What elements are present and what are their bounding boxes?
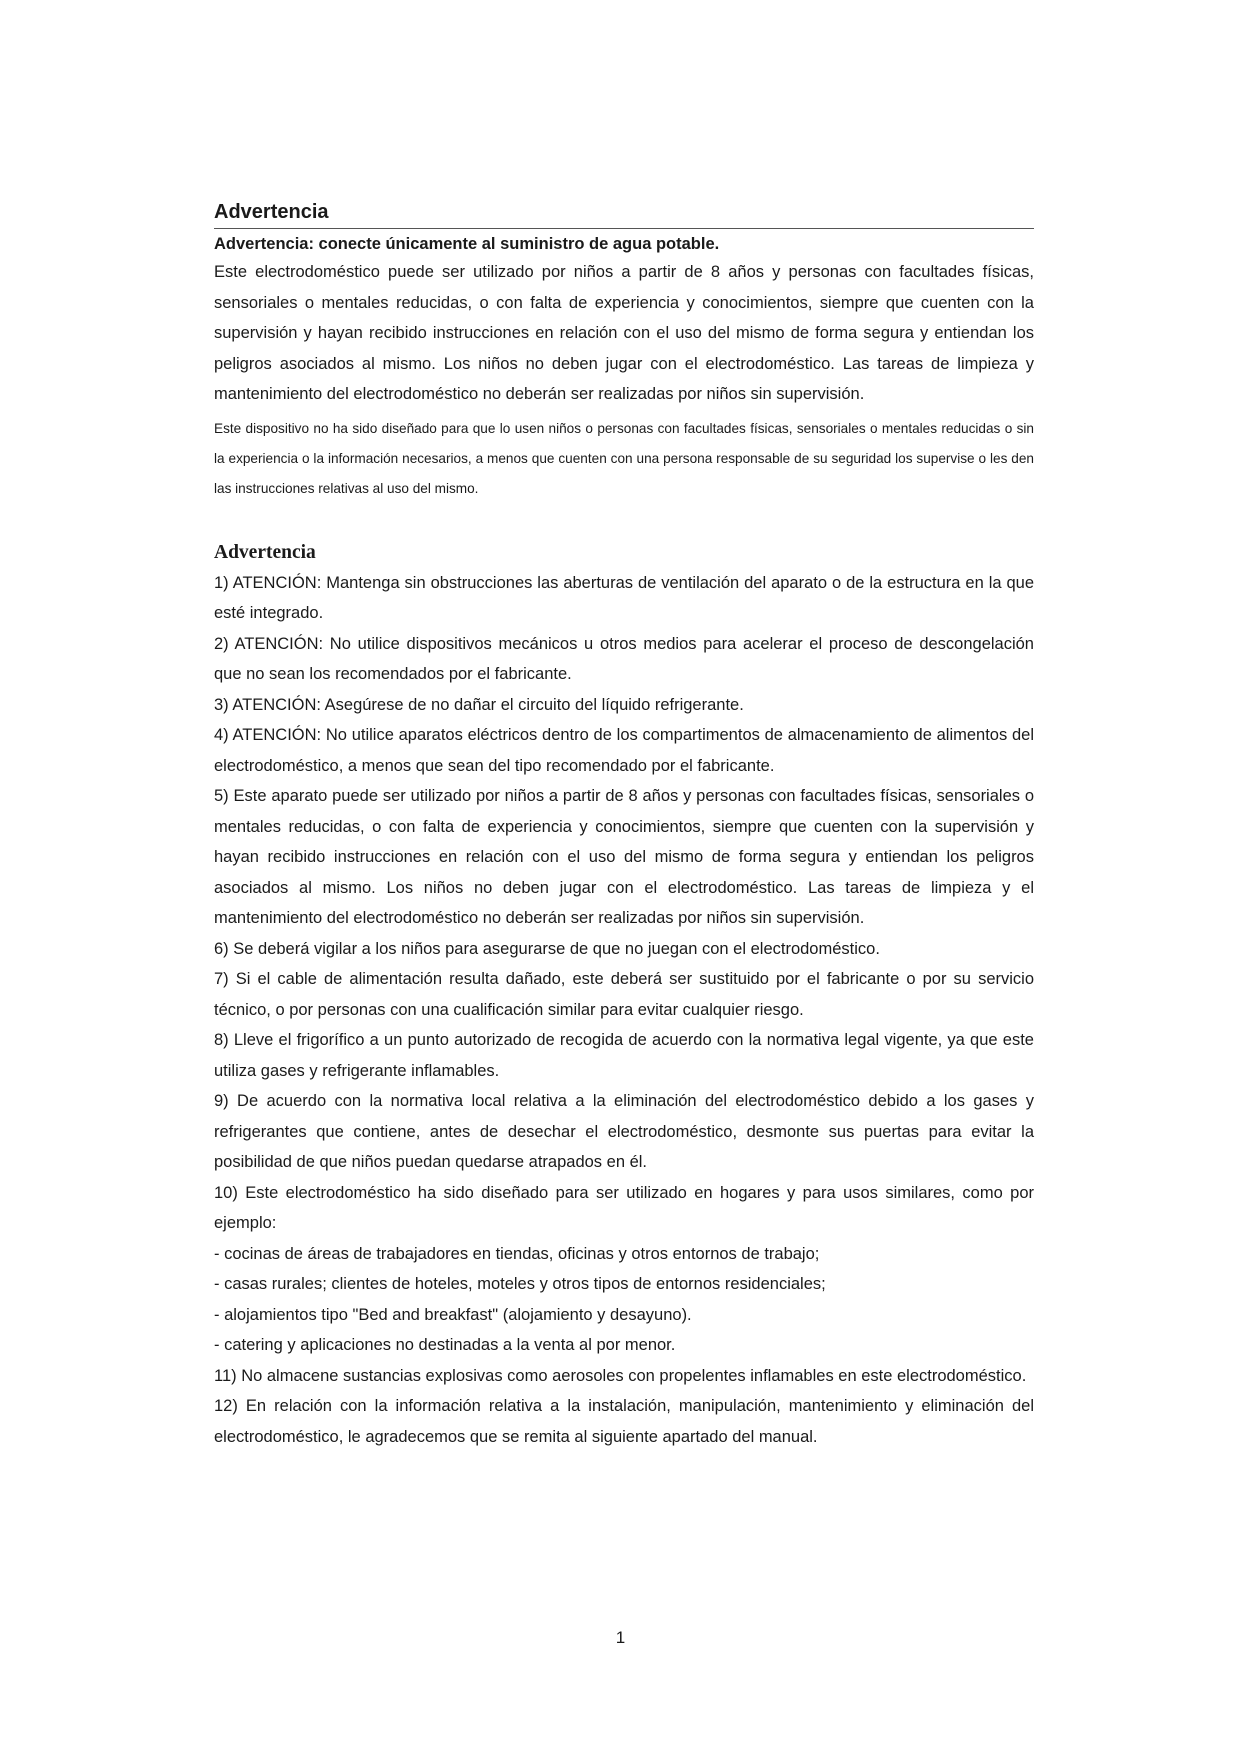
warning-item-2: 2) ATENCIÓN: No utilice dispositivos mecánicos u otros medios para acelerar el proceso de descongelación que no sean los recomendados por el fabricante. [214, 634, 1034, 683]
warning-item-1: 1) ATENCIÓN: Mantenga sin obstrucciones las aberturas de ventilación del aparato o de la estructura en la que esté integrado. [214, 573, 1034, 622]
warning-item-8: 8) Lleve el frigorífico a un punto autorizado de recogida de acuerdo con la normativa legal vigente, ya que este utiliza gases y refrigerante inflamables. [214, 1031, 1034, 1080]
warning-subitem-bed-breakfast: - alojamientos tipo "Bed and breakfast" (alojamiento y desayuno). [214, 1305, 692, 1324]
warning-item-5: 5) Este aparato puede ser utilizado por niños a partir de 8 años y personas con facultades físicas, sensoriales o mentales reducidas, o con falta de experiencia y conocimientos, siempre que cuenten con la supervisión y hayan recibido instrucciones en relación con el uso del mismo de forma segura y entiendan los peligros asociados al mismo. Los niños no deben jugar con el electrodoméstico. Las tareas de limpieza y el mantenimiento del electrodoméstico no deberán ser realizadas por niños sin supervisión. [214, 787, 1034, 927]
warning-item-11: 11) No almacene sustancias explosivas como aerosoles con propelentes inflamables en este electrodoméstico. [214, 1366, 1027, 1385]
warning-item-9: 9) De acuerdo con la normativa local relativa a la eliminación del electrodoméstico debido a los gases y refrigerantes que contiene, antes de desechar el electrodoméstico, desmonte sus puertas para evitar la posibilidad de que niños puedan quedarse atrapados en él. [214, 1092, 1034, 1171]
page-number: 1 [615, 1628, 626, 1647]
warning-item-4: 4) ATENCIÓN: No utilice aparatos eléctricos dentro de los compartimentos de almacenamiento de alimentos del electrodoméstico, a menos que sean del tipo recomendado por el fabricante. [214, 726, 1034, 775]
section-1-subtitle: Advertencia: conecte únicamente al suministro de agua potable. [214, 235, 720, 253]
warning-subitem-catering: - catering y aplicaciones no destinadas a la venta al por menor. [214, 1336, 676, 1354]
warning-list [214, 568, 1034, 1453]
warning-item-10: 10) Este electrodoméstico ha sido diseñado para ser utilizado en hogares y para usos similares, como por ejemplo: [214, 1183, 1034, 1232]
warning-item-3: 3) ATENCIÓN: Asegúrese de no dañar el circuito del líquido refrigerante. [214, 695, 744, 714]
warning-item-7: 7) Si el cable de alimentación resulta dañado, este deberá ser sustituido por el fabricante o por su servicio técnico, o por personas con una cualificación similar para evitar cualquier riesgo. [214, 970, 1034, 1019]
warning-subitem-kitchens: - cocinas de áreas de trabajadores en tiendas, oficinas y otros entornos de trabajo; [214, 1244, 820, 1263]
warning-subitem-rural-houses: - casas rurales; clientes de hoteles, moteles y otros tipos de entornos residenciales; [214, 1275, 826, 1293]
warning-item-12: 12) En relación con la información relativa a la instalación, manipulación, mantenimiento y eliminación del electrodoméstico, le agradecemos que se remita al siguiente apartado del manual. [214, 1397, 1034, 1446]
section-1-small-paragraph: Este dispositivo no ha sido diseñado para que lo usen niños o personas con facultades físicas, sensoriales o mentales reducidas o sin la experiencia o la información necesarios, a menos que cuenten con una persona responsable de su seguridad los supervise o les den las instrucciones relativas al uso del mismo. [214, 420, 1034, 496]
warning-item-6: 6) Se deberá vigilar a los niños para asegurarse de que no juegan con el electrodoméstico. [214, 939, 880, 958]
section-1-title: Advertencia [214, 198, 1034, 229]
section-2-title: Advertencia [214, 541, 316, 563]
section-1-paragraph: Este electrodoméstico puede ser utilizado por niños a partir de 8 años y personas con facultades físicas, sensoriales o mentales reducidas, o con falta de experiencia y conocimientos, siempre que cuenten con la supervisión y hayan recibido instrucciones en relación con el uso del mismo de forma segura y entiendan los peligros asociados al mismo. Los niños no deben jugar con el electrodoméstico. Las tareas de limpieza y mantenimiento del electrodoméstico no deberán ser realizadas por niños sin supervisión. [214, 263, 1034, 403]
page-content [214, 198, 1034, 1452]
